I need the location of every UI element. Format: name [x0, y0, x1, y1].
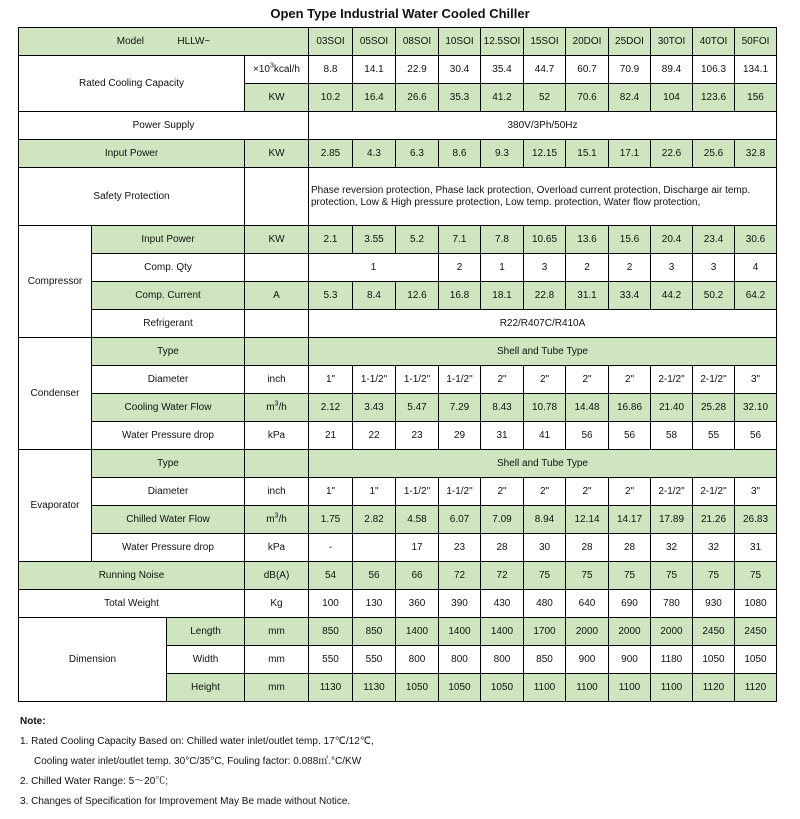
value-cell: 2-1/2": [693, 366, 735, 394]
value-cell: 480: [524, 590, 566, 618]
value-cell: 1100: [651, 674, 693, 702]
table-row: [19, 338, 777, 366]
value-cell: 2450: [735, 618, 777, 646]
value-cell: 31.1: [566, 282, 609, 310]
value-cell: 8.94: [524, 506, 566, 534]
value-cell: 2000: [609, 618, 651, 646]
unit-cell: kPa: [245, 422, 309, 450]
unit-cell: inch: [245, 478, 309, 506]
value-cell: 1": [309, 366, 353, 394]
value-cell: 15.1: [566, 140, 609, 168]
unit-cell: $m^3/h$: [245, 394, 309, 422]
value-cell: 2": [566, 366, 609, 394]
value-cell: 1-1/2": [439, 366, 481, 394]
table-row: [19, 422, 777, 450]
refrigerant-label: Refrigerant: [92, 310, 245, 338]
running-noise-label: Running Noise: [19, 562, 245, 590]
evaporator-label: Evaporator: [19, 450, 92, 562]
model-name: 08SOI: [396, 28, 439, 56]
value-cell: 5.47: [396, 394, 439, 422]
model-name: 10SOI: [439, 28, 481, 56]
value-cell: 930: [693, 590, 735, 618]
value-cell: 23: [396, 422, 439, 450]
value-cell: 1-1/2": [439, 478, 481, 506]
model-name: 40TOI: [693, 28, 735, 56]
length-label: Length: [167, 618, 245, 646]
table-row: [19, 478, 777, 506]
value-cell: 1400: [439, 618, 481, 646]
spec-table: [18, 27, 777, 702]
value-cell: 75: [524, 562, 566, 590]
note-item: Cooling water inlet/outlet temp. 30°C/35°C, Fouling factor: 0.088㎡.°C/KW: [34, 756, 362, 767]
value-cell: 1-1/2": [396, 366, 439, 394]
value-cell: 82.4: [609, 84, 651, 112]
value-cell: 1130: [353, 674, 396, 702]
value-cell: 7.8: [481, 226, 524, 254]
value-cell: 3: [693, 254, 735, 282]
value-cell: 4.3: [353, 140, 396, 168]
note-item: 3. Changes of Specification for Improvement May Be made without Notice.: [20, 796, 351, 807]
value-cell: 10.78: [524, 394, 566, 422]
unit-cell: A: [245, 282, 309, 310]
value-cell: 28: [566, 534, 609, 562]
table-row: [19, 112, 777, 140]
value-cell: 6.07: [439, 506, 481, 534]
value-cell: 850: [353, 618, 396, 646]
value-cell: 640: [566, 590, 609, 618]
value-cell: 1-1/2": [353, 366, 396, 394]
value-cell: 2.1: [309, 226, 353, 254]
value-cell: 44.7: [524, 56, 566, 84]
condenser-type-label: Type: [92, 338, 245, 366]
table-row: [19, 226, 777, 254]
value-cell: 2: [439, 254, 481, 282]
value-cell: 32.8: [735, 140, 777, 168]
value-cell: 800: [396, 646, 439, 674]
unit-cell: dB(A): [245, 562, 309, 590]
value-cell: 134.1: [735, 56, 777, 84]
value-cell: 123.6: [693, 84, 735, 112]
value-cell: 89.4: [651, 56, 693, 84]
value-cell: 7.09: [481, 506, 524, 534]
value-cell: 28: [481, 534, 524, 562]
table-row: [19, 366, 777, 394]
value-cell: 1050: [481, 674, 524, 702]
value-cell: 5.3: [309, 282, 353, 310]
value-cell: 2.82: [353, 506, 396, 534]
value-cell: 14.1: [353, 56, 396, 84]
empty-cell: [245, 310, 309, 338]
value-cell: 70.9: [609, 56, 651, 84]
model-series: HLLW~: [177, 35, 211, 47]
value-cell: 1100: [524, 674, 566, 702]
value-cell: 360: [396, 590, 439, 618]
safety-label: Safety Protection: [19, 168, 245, 226]
height-label: Height: [167, 674, 245, 702]
notes-section: [20, 712, 374, 812]
value-cell: 2": [609, 366, 651, 394]
unit-cell: KW: [245, 84, 309, 112]
unit-kcal: $\times 10^3kcal/h$: [245, 56, 309, 84]
table-row: [19, 590, 777, 618]
header-row: [19, 28, 777, 56]
value-cell: 2450: [693, 618, 735, 646]
value-cell: 75: [735, 562, 777, 590]
unit-cell: $m^3/h$: [245, 506, 309, 534]
unit-cell: kPa: [245, 534, 309, 562]
value-cell: 21: [309, 422, 353, 450]
value-cell: 21.26: [693, 506, 735, 534]
value-cell: 20.4: [651, 226, 693, 254]
value-cell: 1050: [735, 646, 777, 674]
value-cell: 16.86: [609, 394, 651, 422]
value-cell: 2-1/2": [693, 478, 735, 506]
condenser-diameter-label: Diameter: [92, 366, 245, 394]
value-cell: 2-1/2": [651, 478, 693, 506]
model-header: [19, 28, 309, 56]
table-row: [19, 394, 777, 422]
value-cell: 30.6: [735, 226, 777, 254]
value-cell: 1400: [481, 618, 524, 646]
value-cell: 800: [439, 646, 481, 674]
model-name: 05SOI: [353, 28, 396, 56]
value-cell: 8.8: [309, 56, 353, 84]
value-cell: 2000: [651, 618, 693, 646]
value-cell: [353, 534, 396, 562]
model-name: 30TOI: [651, 28, 693, 56]
value-cell: 32: [651, 534, 693, 562]
table-row: [19, 168, 777, 226]
value-cell: 2": [481, 366, 524, 394]
value-cell: 31: [735, 534, 777, 562]
value-cell: 7.1: [439, 226, 481, 254]
condenser-type-value: Shell and Tube Type: [309, 338, 777, 366]
value-cell: 1050: [396, 674, 439, 702]
table-row: [19, 56, 777, 84]
value-cell: 58: [651, 422, 693, 450]
value-cell: 41: [524, 422, 566, 450]
note-item: 1. Rated Cooling Capacity Based on: Chilled water inlet/outlet temp. 17℃/12℃,: [20, 736, 374, 747]
value-cell: 2": [481, 478, 524, 506]
note-item: 2. Chilled Water Range: 5～20℃;: [20, 776, 169, 787]
model-name: 50FOI: [735, 28, 777, 56]
power-supply-label: Power Supply: [19, 112, 309, 140]
value-cell: 12.14: [566, 506, 609, 534]
evaporator-type-value: Shell and Tube Type: [309, 450, 777, 478]
value-cell: 1120: [735, 674, 777, 702]
unit-cell: mm: [245, 646, 309, 674]
value-cell: 1100: [609, 674, 651, 702]
value-cell: -: [309, 534, 353, 562]
value-cell: 72: [439, 562, 481, 590]
value-cell: 2: [609, 254, 651, 282]
table-row: [19, 506, 777, 534]
value-cell: 13.6: [566, 226, 609, 254]
unit-cell: mm: [245, 618, 309, 646]
value-cell: 3": [735, 366, 777, 394]
value-cell: 690: [609, 590, 651, 618]
value-cell: 15.6: [609, 226, 651, 254]
value-cell: 30.4: [439, 56, 481, 84]
comp-input-power-label: Input Power: [92, 226, 245, 254]
value-cell: 41.2: [481, 84, 524, 112]
value-cell: 1120: [693, 674, 735, 702]
value-cell: 23: [439, 534, 481, 562]
table-row: [19, 282, 777, 310]
value-cell: 550: [309, 646, 353, 674]
value-cell: 12.15: [524, 140, 566, 168]
empty-cell: [245, 254, 309, 282]
value-cell: 2-1/2": [651, 366, 693, 394]
value-cell: 22.9: [396, 56, 439, 84]
notes-title: Note:: [20, 716, 46, 727]
value-cell: 550: [353, 646, 396, 674]
value-cell: 16.4: [353, 84, 396, 112]
table-row: [19, 140, 777, 168]
value-cell: 17.89: [651, 506, 693, 534]
value-cell: 22.6: [651, 140, 693, 168]
value-cell: 2: [566, 254, 609, 282]
value-cell: 4: [735, 254, 777, 282]
value-cell: 25.28: [693, 394, 735, 422]
value-cell: 75: [566, 562, 609, 590]
value-cell: 1180: [651, 646, 693, 674]
chilled-water-flow-label: Chilled Water Flow: [92, 506, 245, 534]
value-cell: 52: [524, 84, 566, 112]
evaporator-pressure-label: Water Pressure drop: [92, 534, 245, 562]
value-cell: 1050: [693, 646, 735, 674]
value-cell: 23.4: [693, 226, 735, 254]
table-row: [19, 534, 777, 562]
value-cell: 35.4: [481, 56, 524, 84]
value-cell: 1": [309, 478, 353, 506]
evaporator-type-label: Type: [92, 450, 245, 478]
value-cell: 32.10: [735, 394, 777, 422]
value-cell: 31: [481, 422, 524, 450]
value-cell: 75: [693, 562, 735, 590]
value-cell: 56: [566, 422, 609, 450]
value-cell: 35.3: [439, 84, 481, 112]
value-cell: 1": [353, 478, 396, 506]
table-row: [19, 310, 777, 338]
value-cell: 3.55: [353, 226, 396, 254]
table-row: [19, 450, 777, 478]
value-cell: 5.2: [396, 226, 439, 254]
value-cell: 3: [651, 254, 693, 282]
value-cell: 3": [735, 478, 777, 506]
value-cell: 56: [609, 422, 651, 450]
value-cell: 3: [524, 254, 566, 282]
value-cell: 6.3: [396, 140, 439, 168]
value-cell: 104: [651, 84, 693, 112]
cooling-water-flow-label: Cooling Water Flow: [92, 394, 245, 422]
value-cell: 900: [609, 646, 651, 674]
value-cell: 8.6: [439, 140, 481, 168]
power-supply-value: 380V/3Ph/50Hz: [309, 112, 777, 140]
table-row: [19, 254, 777, 282]
value-cell: 1400: [396, 618, 439, 646]
value-cell: 75: [609, 562, 651, 590]
table-row: [19, 562, 777, 590]
condenser-pressure-label: Water Pressure drop: [92, 422, 245, 450]
model-name: 25DOI: [609, 28, 651, 56]
value-cell: 8.4: [353, 282, 396, 310]
model-name: 03SOI: [309, 28, 353, 56]
value-cell: 55: [693, 422, 735, 450]
value-cell: 2": [524, 478, 566, 506]
value-cell: 7.29: [439, 394, 481, 422]
value-cell: 56: [353, 562, 396, 590]
value-cell: 2": [609, 478, 651, 506]
value-cell: 1.75: [309, 506, 353, 534]
value-cell: 1080: [735, 590, 777, 618]
model-name: 12.5SOI: [481, 28, 524, 56]
value-cell: 64.2: [735, 282, 777, 310]
model-name: 20DOI: [566, 28, 609, 56]
value-cell: 25.6: [693, 140, 735, 168]
value-cell: 2000: [566, 618, 609, 646]
value-cell: 22.8: [524, 282, 566, 310]
value-cell: 2.85: [309, 140, 353, 168]
unit-cell: inch: [245, 366, 309, 394]
value-cell: 130: [353, 590, 396, 618]
value-cell: 9.3: [481, 140, 524, 168]
value-cell: 18.1: [481, 282, 524, 310]
value-cell: 16.8: [439, 282, 481, 310]
value-cell: 26.83: [735, 506, 777, 534]
value-cell: 26.6: [396, 84, 439, 112]
model-label: Model: [116, 35, 144, 47]
value-cell: 21.40: [651, 394, 693, 422]
value-cell: 1700: [524, 618, 566, 646]
empty-cell: [245, 338, 309, 366]
value-cell: 10.65: [524, 226, 566, 254]
value-cell: 800: [481, 646, 524, 674]
value-cell: 1050: [439, 674, 481, 702]
value-cell: 17: [396, 534, 439, 562]
value-cell: 1-1/2": [396, 478, 439, 506]
value-cell: 780: [651, 590, 693, 618]
value-cell: 430: [481, 590, 524, 618]
unit-cell: mm: [245, 674, 309, 702]
value-cell: 60.7: [566, 56, 609, 84]
input-power-label: Input Power: [19, 140, 245, 168]
value-cell: 390: [439, 590, 481, 618]
value-cell: 33.4: [609, 282, 651, 310]
empty-cell: [245, 450, 309, 478]
compressor-label: Compressor: [19, 226, 92, 338]
unit-cell: KW: [245, 140, 309, 168]
comp-current-label: Comp. Current: [92, 282, 245, 310]
value-cell: 4.58: [396, 506, 439, 534]
value-cell: 14.17: [609, 506, 651, 534]
value-cell: 1130: [309, 674, 353, 702]
value-cell: 850: [524, 646, 566, 674]
unit-cell: Kg: [245, 590, 309, 618]
value-cell: 12.6: [396, 282, 439, 310]
value-cell: 29: [439, 422, 481, 450]
value-cell: 156: [735, 84, 777, 112]
value-cell: 1: [309, 254, 439, 282]
value-cell: 1: [481, 254, 524, 282]
condenser-label: Condenser: [19, 338, 92, 450]
value-cell: 75: [651, 562, 693, 590]
value-cell: 56: [735, 422, 777, 450]
safety-value: Phase reversion protection, Phase lack protection, Overload current protection, Discharge air temp. protection, Low & High pressure protection, Low temp. protection, Water flow protection,: [309, 168, 777, 226]
value-cell: 850: [309, 618, 353, 646]
value-cell: 8.43: [481, 394, 524, 422]
value-cell: 2.12: [309, 394, 353, 422]
total-weight-label: Total Weight: [19, 590, 245, 618]
value-cell: 3.43: [353, 394, 396, 422]
width-label: Width: [167, 646, 245, 674]
value-cell: 2": [524, 366, 566, 394]
dimension-label: Dimension: [19, 618, 167, 702]
evaporator-diameter-label: Diameter: [92, 478, 245, 506]
value-cell: 70.6: [566, 84, 609, 112]
empty-cell: [245, 168, 309, 226]
value-cell: 32: [693, 534, 735, 562]
value-cell: 50.2: [693, 282, 735, 310]
value-cell: 900: [566, 646, 609, 674]
value-cell: 14.48: [566, 394, 609, 422]
value-cell: 54: [309, 562, 353, 590]
table-row: [19, 618, 777, 646]
page-title: Open Type Industrial Water Cooled Chiller: [270, 6, 530, 21]
value-cell: 10.2: [309, 84, 353, 112]
model-name: 15SOI: [524, 28, 566, 56]
value-cell: 2": [566, 478, 609, 506]
comp-qty-label: Comp. Qty: [92, 254, 245, 282]
value-cell: 44.2: [651, 282, 693, 310]
value-cell: 22: [353, 422, 396, 450]
value-cell: 28: [609, 534, 651, 562]
refrigerant-value: R22/R407C/R410A: [309, 310, 777, 338]
value-cell: 17.1: [609, 140, 651, 168]
value-cell: 100: [309, 590, 353, 618]
rated-capacity-label: Rated Cooling Capacity: [19, 56, 245, 112]
value-cell: 30: [524, 534, 566, 562]
value-cell: 66: [396, 562, 439, 590]
value-cell: 106.3: [693, 56, 735, 84]
unit-cell: KW: [245, 226, 309, 254]
value-cell: 72: [481, 562, 524, 590]
value-cell: 1100: [566, 674, 609, 702]
